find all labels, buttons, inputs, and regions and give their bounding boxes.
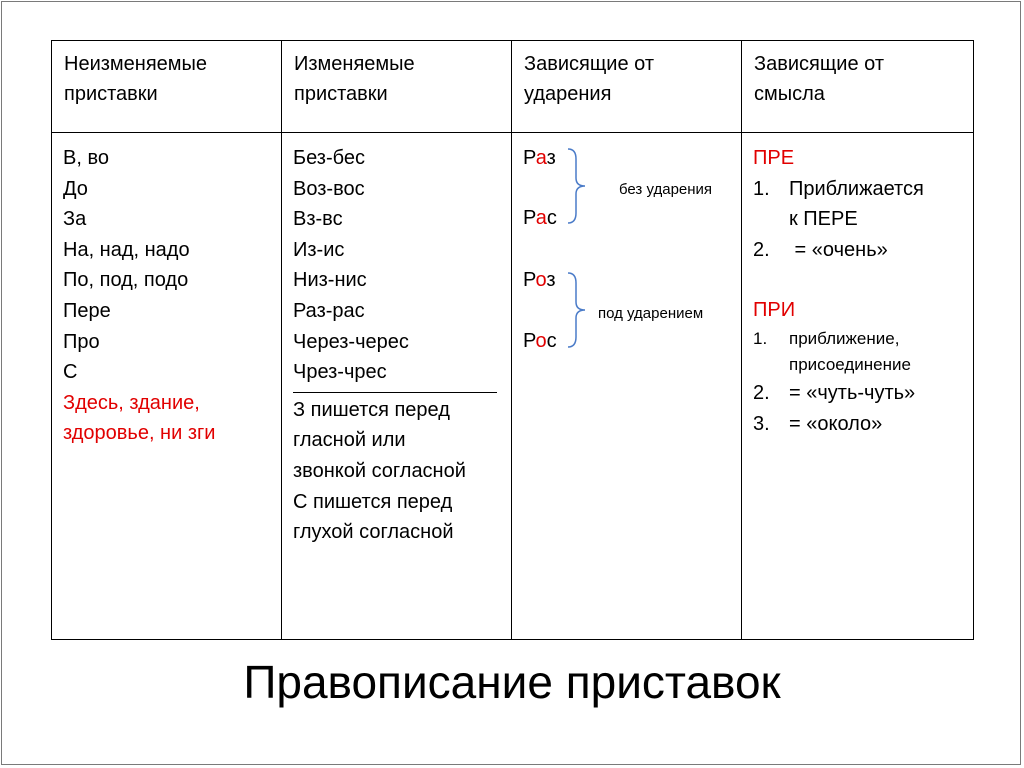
stressed-note: под ударением <box>598 305 704 322</box>
list-item: Раз-рас <box>293 299 365 322</box>
list-item: Низ-нис <box>293 269 367 292</box>
list-item: До <box>63 177 88 200</box>
rule-text: глухой согласной <box>293 521 454 544</box>
content-row <box>52 133 974 640</box>
divider-line <box>293 392 497 393</box>
curly-brace-icon <box>566 147 588 225</box>
exception-text: Здесь, здание, <box>63 391 200 414</box>
exception-text: здоровье, ни зги <box>63 422 216 445</box>
list-item: Из-ис <box>293 238 345 261</box>
header-meaning-dependent: Зависящие от смысла <box>742 41 974 133</box>
changeable-cell <box>282 133 512 640</box>
list-item: 2. = «чуть-чуть» <box>753 381 916 404</box>
prefix-table <box>51 40 974 640</box>
list-item: Пере <box>63 299 111 322</box>
header-row <box>52 41 974 133</box>
list-item: За <box>63 208 87 231</box>
unstressed-note: без ударения <box>619 181 713 198</box>
unchangeable-cell <box>52 133 282 640</box>
stress-cell <box>512 133 742 640</box>
list-item: С <box>63 361 78 384</box>
list-item: 3. = «около» <box>753 412 883 435</box>
rule-text: С пишется перед <box>293 490 453 513</box>
header-unchangeable: Неизменяемые приставки <box>52 41 282 133</box>
list-item: Без-бес <box>293 147 365 169</box>
prefix-raz: Раз <box>523 147 556 169</box>
curly-brace-icon <box>566 271 588 349</box>
pre-title: ПРЕ <box>753 147 795 169</box>
list-item: 2. = «очень» <box>753 238 888 261</box>
rule-text: З пишется перед <box>293 398 450 421</box>
list-item: 1. приближение, присоединение <box>753 328 911 374</box>
prefix-roz: Роз <box>523 269 556 291</box>
header-stress-dependent: Зависящие от ударения <box>512 41 742 133</box>
prefix-ras: Рас <box>523 207 557 229</box>
list-item: Вз-вс <box>293 208 343 231</box>
meaning-cell <box>742 133 974 640</box>
pri-title: ПРИ <box>753 299 796 322</box>
list-item: Воз-вос <box>293 177 365 200</box>
list-item: Чрез-чрес <box>293 361 387 384</box>
prefix-ros: Рос <box>523 330 557 352</box>
list-item: На, над, надо <box>63 238 190 261</box>
list-item: Про <box>63 330 100 353</box>
slide-title: Правописание приставок <box>243 656 781 708</box>
list-item: В, во <box>63 147 109 169</box>
rule-text: гласной или <box>293 429 406 452</box>
list-item: По, под, подо <box>63 269 189 292</box>
list-item: Через-черес <box>293 330 409 353</box>
header-changeable: Изменяемые приставки <box>282 41 512 133</box>
rule-text: звонкой согласной <box>293 459 466 482</box>
list-item: 1. Приближается к ПЕРЕ <box>753 177 924 231</box>
